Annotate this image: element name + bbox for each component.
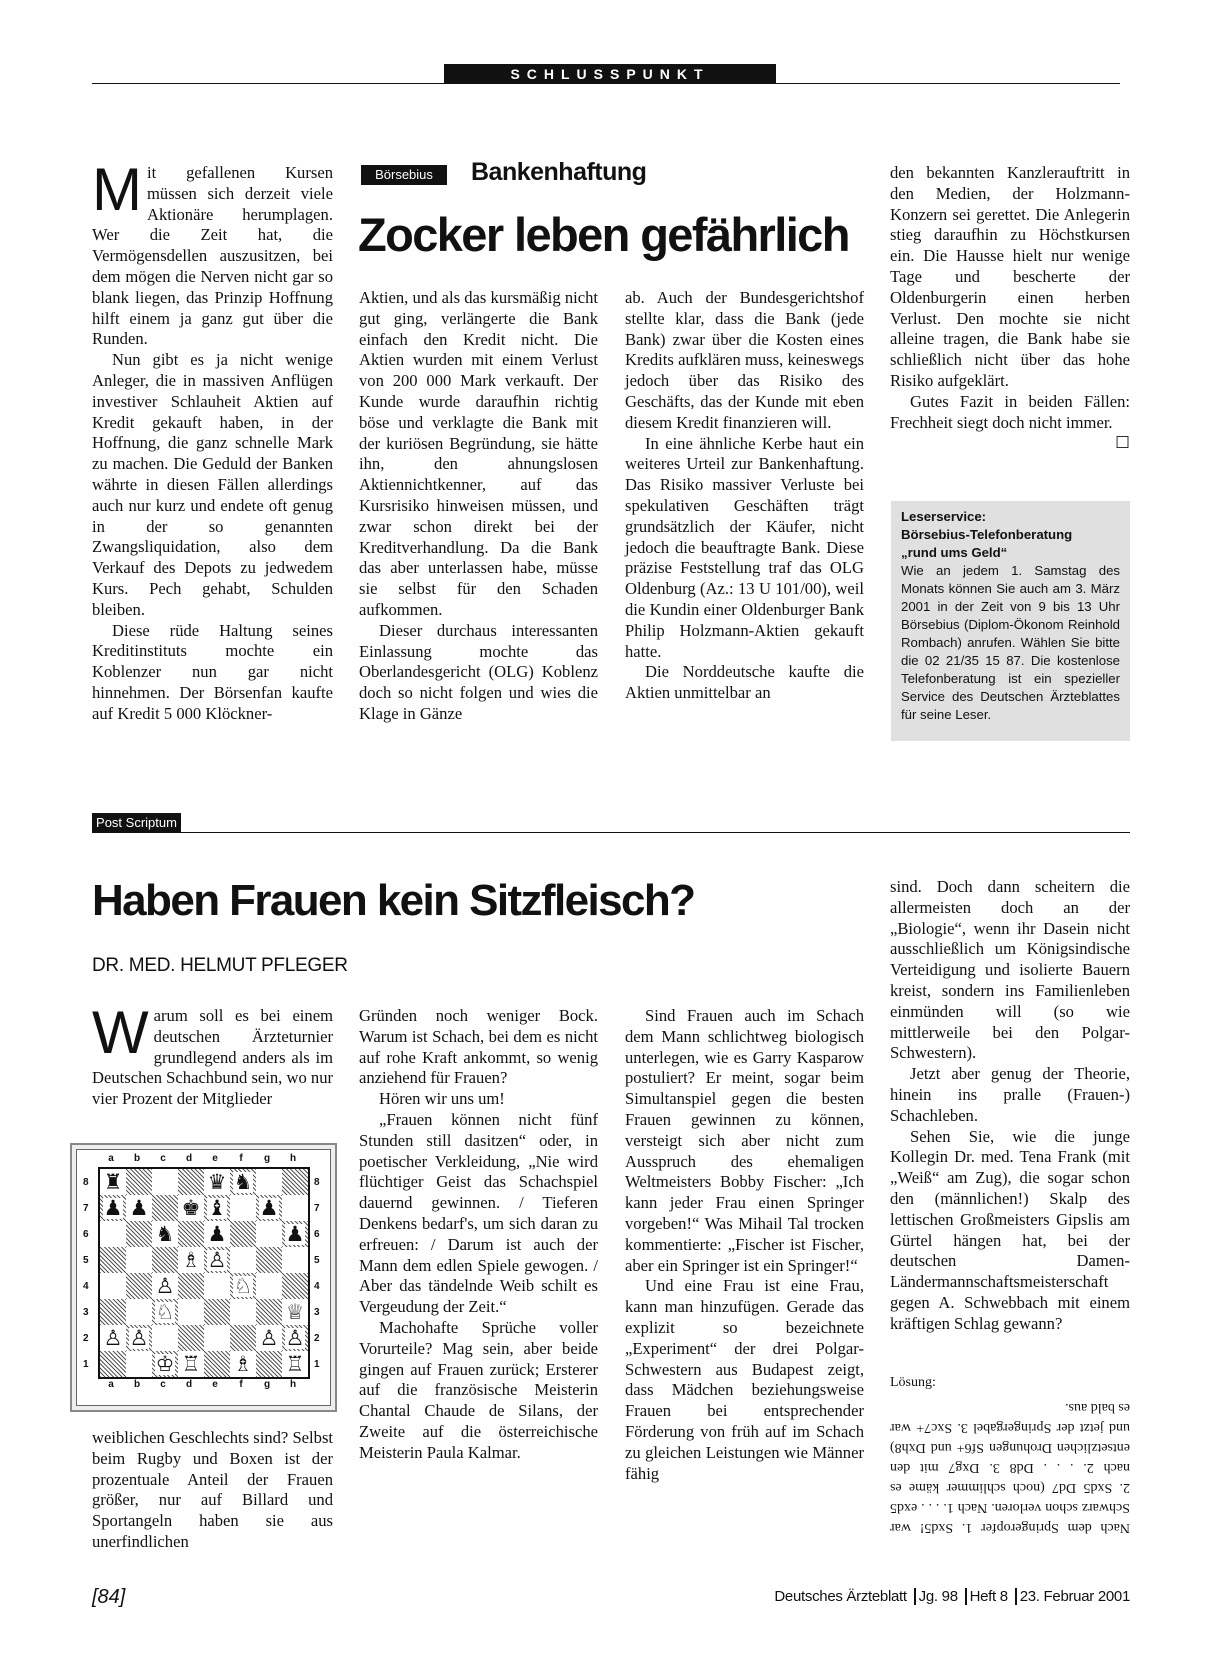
chess-piece: ♕ — [285, 1299, 305, 1324]
chess-square — [178, 1247, 204, 1273]
bottom-col-2 — [359, 1006, 598, 1464]
chess-square — [256, 1325, 282, 1351]
rank-label: 7 — [314, 1202, 320, 1214]
chess-square — [178, 1273, 204, 1299]
dropcap-w: W — [92, 999, 149, 1066]
bottom-headline: Haben Frauen kein Sitzfleisch? — [92, 876, 695, 925]
chess-square — [126, 1273, 152, 1299]
file-label: e — [212, 1153, 218, 1164]
file-label: a — [108, 1379, 114, 1390]
chess-square — [256, 1299, 282, 1325]
rank-label: 8 — [83, 1176, 89, 1188]
file-label: d — [185, 1153, 193, 1164]
chess-diagram — [70, 1143, 337, 1412]
chess-square — [152, 1221, 178, 1247]
paragraph: Machohafte Sprüche voller Vorurteile? Mag sein, aber beide gingen auf Frauen zurück; Ersterer auf die französische Meisterin Chantal Chaude de Silans, der Zweite auf die österreichische Meisterin Paula Kalmar. — [359, 1317, 598, 1462]
rank-label: 7 — [83, 1202, 89, 1214]
chess-square — [282, 1221, 308, 1247]
chess-square — [152, 1195, 178, 1221]
rank-label: 4 — [314, 1280, 320, 1292]
paragraph: Sehen Sie, wie die junge Kollegin Dr. med. Tena Frank (mit „Weiß“ am Zug), die sogar schon den (männlichen!) Skalp des lettischen Großmeisters Gipslis am Gürtel hängen hat, bei der deutschen Damen-Ländermannschaftsmeisterschaft gegen A. Schwebbach mit einem kräftigen Schlag gewann? — [890, 1126, 1130, 1333]
chess-square — [126, 1325, 152, 1351]
paragraph: „Frauen können nicht fünf Stunden still dasitzen“ oder, in poetischer Verkleidung, „Nie wird flüchtiger Geist das Schachspiel dauernd gewinnen. / Tieferen Denkens bedarf's, um sich daran zu erfreuen: / Darum ist auch der Mann dem edlen Spiele gewogen. / Aber das tändelnde Weib schilt es Vergeudung der Zeit.“ — [359, 1109, 598, 1317]
bottom-col-1-top — [92, 999, 334, 1110]
chess-square — [126, 1247, 152, 1273]
chess-square — [256, 1169, 282, 1195]
leserservice-title — [901, 508, 1120, 562]
chess-piece: ♗ — [233, 1351, 253, 1376]
file-label: f — [239, 1379, 243, 1390]
chess-piece: ♟ — [207, 1221, 227, 1246]
chess-square — [100, 1299, 126, 1325]
chess-piece: ♘ — [155, 1299, 175, 1324]
paragraph — [890, 391, 1130, 453]
chess-piece: ♞ — [233, 1169, 253, 1194]
chess-square — [100, 1169, 126, 1195]
paragraph: Sind Frauen auch im Schach dem Mann schlichtweg biologisch unterlegen, wie es Garry Kasparow postuliert? Er meint, sogar beim Simultanspiel gegen die besten Frauen gewinnen zu können, versteigt sich aber nicht zum Ausspruch des ehemaligen Weltmeisters Bobby Fischer: „Ich kann jeder Frau einen Springer vorgeben!“ Was Mihail Tal trocken kommentierte: „Fischer ist Fischer, aber ein Springer ist ein Springer!“ — [625, 1006, 864, 1275]
chess-square — [100, 1195, 126, 1221]
chess-square — [282, 1195, 308, 1221]
chess-square — [204, 1169, 230, 1195]
author: DR. MED. HELMUT PFLEGER — [92, 955, 348, 976]
chess-square — [178, 1169, 204, 1195]
rank-label: 5 — [314, 1254, 320, 1266]
chess-square — [282, 1299, 308, 1325]
chess-piece: ♝ — [207, 1195, 227, 1220]
chess-ranks-right — [314, 1169, 324, 1377]
chess-piece: ♗ — [181, 1247, 201, 1272]
solution-text: Nach dem Springeropfer 1. Sxd5! war Schwarz schon verloren. Nach 1. . . . exd5 2. Sxd5 Dd7 (noch schlimmer käme es nach 2. . . . Dd8 3. Dxg7 mit den entsetzlichen Drohungen Sf6+ und Dxh8) und jetzt der Springergabel 3. Sxc7+ war es bald aus. — [890, 1400, 1130, 1535]
volume: Jg. 98 — [918, 1588, 958, 1605]
chess-square — [126, 1195, 152, 1221]
rank-label: 5 — [83, 1254, 89, 1266]
chess-square — [204, 1351, 230, 1377]
chess-square — [100, 1273, 126, 1299]
file-label: d — [185, 1379, 193, 1390]
bottom-col-4 — [890, 877, 1130, 1335]
chess-square — [256, 1195, 282, 1221]
chess-piece: ♙ — [103, 1325, 123, 1350]
section-label: SCHLUSSPUNKT — [444, 64, 776, 84]
rank-label: 6 — [314, 1228, 320, 1240]
post-scriptum-rule — [92, 832, 1130, 833]
chess-square — [282, 1351, 308, 1377]
chess-piece: ♙ — [155, 1273, 175, 1298]
leserservice-title-line: „rund ums Geld“ — [901, 545, 1008, 560]
chess-square — [230, 1299, 256, 1325]
paragraph: Hören wir uns um! — [379, 1089, 505, 1109]
paragraph-text: Gutes Fazit in beiden Fällen: Frechheit siegt doch nicht immer. — [890, 391, 1130, 432]
chess-square — [256, 1273, 282, 1299]
chess-square — [152, 1325, 178, 1351]
chess-square — [204, 1325, 230, 1351]
chess-square — [178, 1325, 204, 1351]
chess-files-top — [98, 1153, 310, 1165]
top-col-2 — [359, 288, 598, 725]
top-col-1 — [92, 156, 333, 725]
chess-files-bottom — [98, 1379, 310, 1391]
chess-square — [152, 1351, 178, 1377]
chess-piece: ♟ — [103, 1195, 123, 1220]
paragraph: weiblichen Geschlechts sind? Selbst beim Rugby und Boxen ist der prozentuale Anteil der Frauen größer, nur auf Billard und Sportangeln haben sie aus unerfindlichen — [92, 1428, 334, 1551]
post-scriptum-badge: Post Scriptum — [92, 813, 181, 833]
file-label: g — [263, 1379, 271, 1390]
chess-board — [98, 1167, 310, 1379]
chess-square — [204, 1247, 230, 1273]
file-label: h — [289, 1379, 297, 1390]
chess-square — [230, 1169, 256, 1195]
paragraph: Gründen noch weniger Bock. Warum ist Schach, bei dem es nicht auf rohe Kraft ankommt, so wenig anziehend für Frauen? — [359, 1006, 598, 1088]
headline: Zocker leben gefährlich — [358, 208, 849, 261]
chess-piece: ♟ — [285, 1221, 305, 1246]
chess-piece: ♟ — [129, 1195, 149, 1220]
paragraph: Aktien, und als das kursmäßig nicht gut ging, verlängerte die Bank einfach den Kredit nicht. Die Aktien wurden mit einem Verlust von 200 000 Mark verkauft. Der Kunde wurde daraufhin richtig böse und verklagte die Bank mit der kuriösen Begründung, sie hätte ihn, den ahnungslosen Aktiennichtkenner, auf das Kursrisiko hinweisen müssen, und zwar schon direkt bei der Kreditverhandlung. Da die Bank das aber unterlassen habe, müsse sie selbst für den Schaden aufkommen. — [359, 288, 598, 619]
leserservice-title-line: Börsebius-Telefonberatung — [901, 527, 1073, 542]
file-label: h — [289, 1153, 297, 1164]
chess-square — [230, 1351, 256, 1377]
chess-ranks-left — [83, 1169, 93, 1377]
chess-piece: ♜ — [103, 1169, 123, 1194]
kicker: Bankenhaftung — [471, 158, 647, 186]
chess-square — [282, 1169, 308, 1195]
chess-piece: ♙ — [259, 1325, 279, 1350]
paragraph: it gefallenen Kursen müssen sich derzeit viele Aktionäre herumplagen. Wer die Zeit hat, die Vermögensdellen auszusitzen, bei dem mögen die Nerven nicht gar so blank liegen, das Prinzip Hoffnung hilft einem ja ganz gut über die Runden. — [92, 163, 333, 349]
solution-label: Lösung: — [890, 1375, 936, 1390]
chess-square — [100, 1351, 126, 1377]
chess-square — [256, 1351, 282, 1377]
chess-square — [178, 1351, 204, 1377]
chess-square — [204, 1221, 230, 1247]
chess-square — [100, 1325, 126, 1351]
chess-square — [152, 1299, 178, 1325]
footer-citation — [774, 1588, 1130, 1605]
issue: Heft 8 — [969, 1588, 1008, 1605]
chess-piece: ♙ — [129, 1325, 149, 1350]
top-col-3 — [625, 288, 864, 704]
file-label: g — [263, 1153, 271, 1164]
chess-square — [152, 1273, 178, 1299]
chess-square — [152, 1247, 178, 1273]
chess-square — [204, 1273, 230, 1299]
paragraph: Nun gibt es ja nicht wenige Anleger, die in massiven Anflügen investiver Schlauheit Aktien auf Kredit gekauft haben, in der Hoffnung, die ganz schnelle Mark zu machen. Die Geduld der Banken währte in diesen Fällen allerdings auch nur kurz und endete oft genug in der so genannten Zwangsliquidation, also dem Verkauf des Depots zu jedwedem Kurs. Pech gehabt, Schulden bleiben. — [92, 350, 333, 619]
dropcap-m: M — [92, 156, 142, 223]
chess-square — [230, 1221, 256, 1247]
paragraph: Die Norddeutsche kaufte die Aktien unmittelbar an — [625, 662, 864, 703]
rank-label: 3 — [83, 1306, 89, 1318]
file-label: b — [133, 1379, 141, 1390]
journal-name: Deutsches Ärzteblatt — [774, 1588, 907, 1605]
date: 23. Februar 2001 — [1019, 1588, 1130, 1605]
paragraph: Diese rüde Haltung seines Kreditinstituts mochte ein Koblenzer nun gar nicht hinnehmen. Der Börsenfan kaufte auf Kredit 5 000 Klöckner- — [92, 620, 333, 723]
chess-square — [230, 1247, 256, 1273]
chess-piece: ♙ — [285, 1325, 305, 1350]
leserservice-box — [891, 501, 1130, 741]
chess-square — [100, 1221, 126, 1247]
rank-label: 1 — [314, 1358, 320, 1370]
leserservice-body: Wie an jedem 1. Samstag des Monats können Sie auch am 3. März 2001 in der Zeit von 9 bis 13 Uhr Börsebius (Diplom-Ökonom Reinhold Rombach) anrufen. Wählen Sie bitte die 02 21/35 15 87. Die kostenlose Telefonberatung ist ein spezieller Service des Deutschen Ärzteblattes für seine Leser. — [901, 563, 1120, 722]
chess-square — [178, 1221, 204, 1247]
chess-square — [126, 1221, 152, 1247]
footer-sep — [965, 1588, 967, 1605]
chess-square — [126, 1299, 152, 1325]
chess-piece: ♖ — [181, 1351, 201, 1376]
file-label: f — [239, 1153, 243, 1164]
chess-inner-frame — [76, 1149, 331, 1406]
end-mark-icon: ☐ — [1115, 433, 1130, 453]
chess-square — [126, 1169, 152, 1195]
chess-square — [204, 1299, 230, 1325]
paragraph: Dieser durchaus interessanten Einlassung mochte das Oberlandesgericht (OLG) Koblenz doch so nicht folgen und wies die Klage in Gänze — [359, 620, 598, 723]
chess-square — [282, 1273, 308, 1299]
chess-square — [178, 1195, 204, 1221]
rank-label: 3 — [314, 1306, 320, 1318]
chess-piece: ♛ — [207, 1169, 227, 1194]
file-label: e — [212, 1379, 218, 1390]
paragraph: Und eine Frau ist eine Frau, kann man hinzufügen. Gerade das explizit so bezeichnete „Experiment“ der drei Polgar-Schwestern aus Budapest zeigt, dass Mädchen beziehungsweise Frauen bei entsprechender Förderung von früh auf im Schach zu gleichen Leistungen wie Männer fähig — [625, 1276, 864, 1483]
rank-label: 2 — [314, 1332, 320, 1344]
chess-square — [230, 1273, 256, 1299]
chess-piece: ♙ — [207, 1247, 227, 1272]
chess-piece: ♖ — [285, 1351, 305, 1376]
paragraph: sind. Doch dann scheitern die allermeisten doch an der „Biologie“, wenn ihr Dasein nicht ausschließlich um Königsindische Verteidigung und isolierte Bauern kreist, sondern ins Familienleben einmünden will (so wie mittlerweile bei den Polgar-Schwestern). — [890, 877, 1130, 1063]
chess-piece: ♟ — [259, 1195, 279, 1220]
chess-square — [256, 1247, 282, 1273]
chess-square — [178, 1299, 204, 1325]
file-label: b — [133, 1153, 141, 1164]
paragraph: arum soll es bei einem deutschen Ärzteturnier grundlegend anders als im Deutschen Schachbund sein, wo nur vier Prozent der Mitglieder — [92, 1006, 334, 1109]
rank-label: 1 — [83, 1358, 89, 1370]
footer-sep — [1015, 1588, 1017, 1605]
chess-square — [256, 1221, 282, 1247]
file-label: c — [160, 1379, 166, 1390]
chess-piece: ♚ — [181, 1195, 201, 1220]
chess-square — [100, 1247, 126, 1273]
paragraph: den bekannten Kanzlerauftritt in den Medien, der Holzmann-Konzern sei gerettet. Die Anlegerin stieg daraufhin zu Höchstkursen ein. Die Hausse hielt nur wenige Tage und bescherte der Oldenburgerin einen herben Verlust. Den mochte sie nicht alleine tragen, die Bank habe sie schließlich nicht über das hohe Risiko aufgeklärt. — [890, 163, 1130, 390]
chess-piece: ♞ — [155, 1221, 175, 1246]
category-badge: Börsebius — [361, 165, 447, 185]
chess-piece: ♔ — [155, 1351, 175, 1376]
bottom-col-3 — [625, 1006, 864, 1484]
paragraph: Jetzt aber genug der Theorie, hinein ins pralle (Frauen-) Schachleben. — [890, 1064, 1130, 1125]
paragraph: In eine ähnliche Kerbe haut ein weiteres Urteil zur Bankenhaftung. Das Risiko massiver Verluste bei spekulativen Geschäften trägt grundsätzlich der Käufer, nicht jedoch die beauftragte Bank. Diese präzise Feststellung traf das OLG Oldenburg (Az.: 13 U 101/00), weil die Kundin einer Oldenburger Bank Philip Holzmann-Aktien gekauft hatte. — [625, 433, 864, 661]
chess-square — [126, 1351, 152, 1377]
file-label: a — [108, 1153, 114, 1164]
page-number: [84] — [92, 1586, 126, 1608]
chess-square — [230, 1195, 256, 1221]
top-col-4 — [890, 163, 1130, 454]
file-label: c — [160, 1153, 166, 1164]
chess-square — [282, 1247, 308, 1273]
rank-label: 8 — [314, 1176, 320, 1188]
leserservice-title-line: Leserservice: — [901, 509, 987, 524]
chess-square — [282, 1325, 308, 1351]
chess-square — [152, 1169, 178, 1195]
chess-piece: ♘ — [233, 1273, 253, 1298]
paragraph: ab. Auch der Bundesgerichtshof stellte klar, dass die Bank (jede Bank) zwar über die Kosten eines Kredits aufklären muss, keineswegs jedoch über das Risiko des Geschäfts, das der Kunde mit eben diesem Kredit finanzieren will. — [625, 288, 864, 432]
rank-label: 2 — [83, 1332, 89, 1344]
rank-label: 6 — [83, 1228, 89, 1240]
rank-label: 4 — [83, 1280, 89, 1292]
chess-square — [230, 1325, 256, 1351]
footer-sep — [914, 1588, 916, 1605]
chess-square — [204, 1195, 230, 1221]
bottom-col-1-bottom — [92, 1428, 333, 1553]
